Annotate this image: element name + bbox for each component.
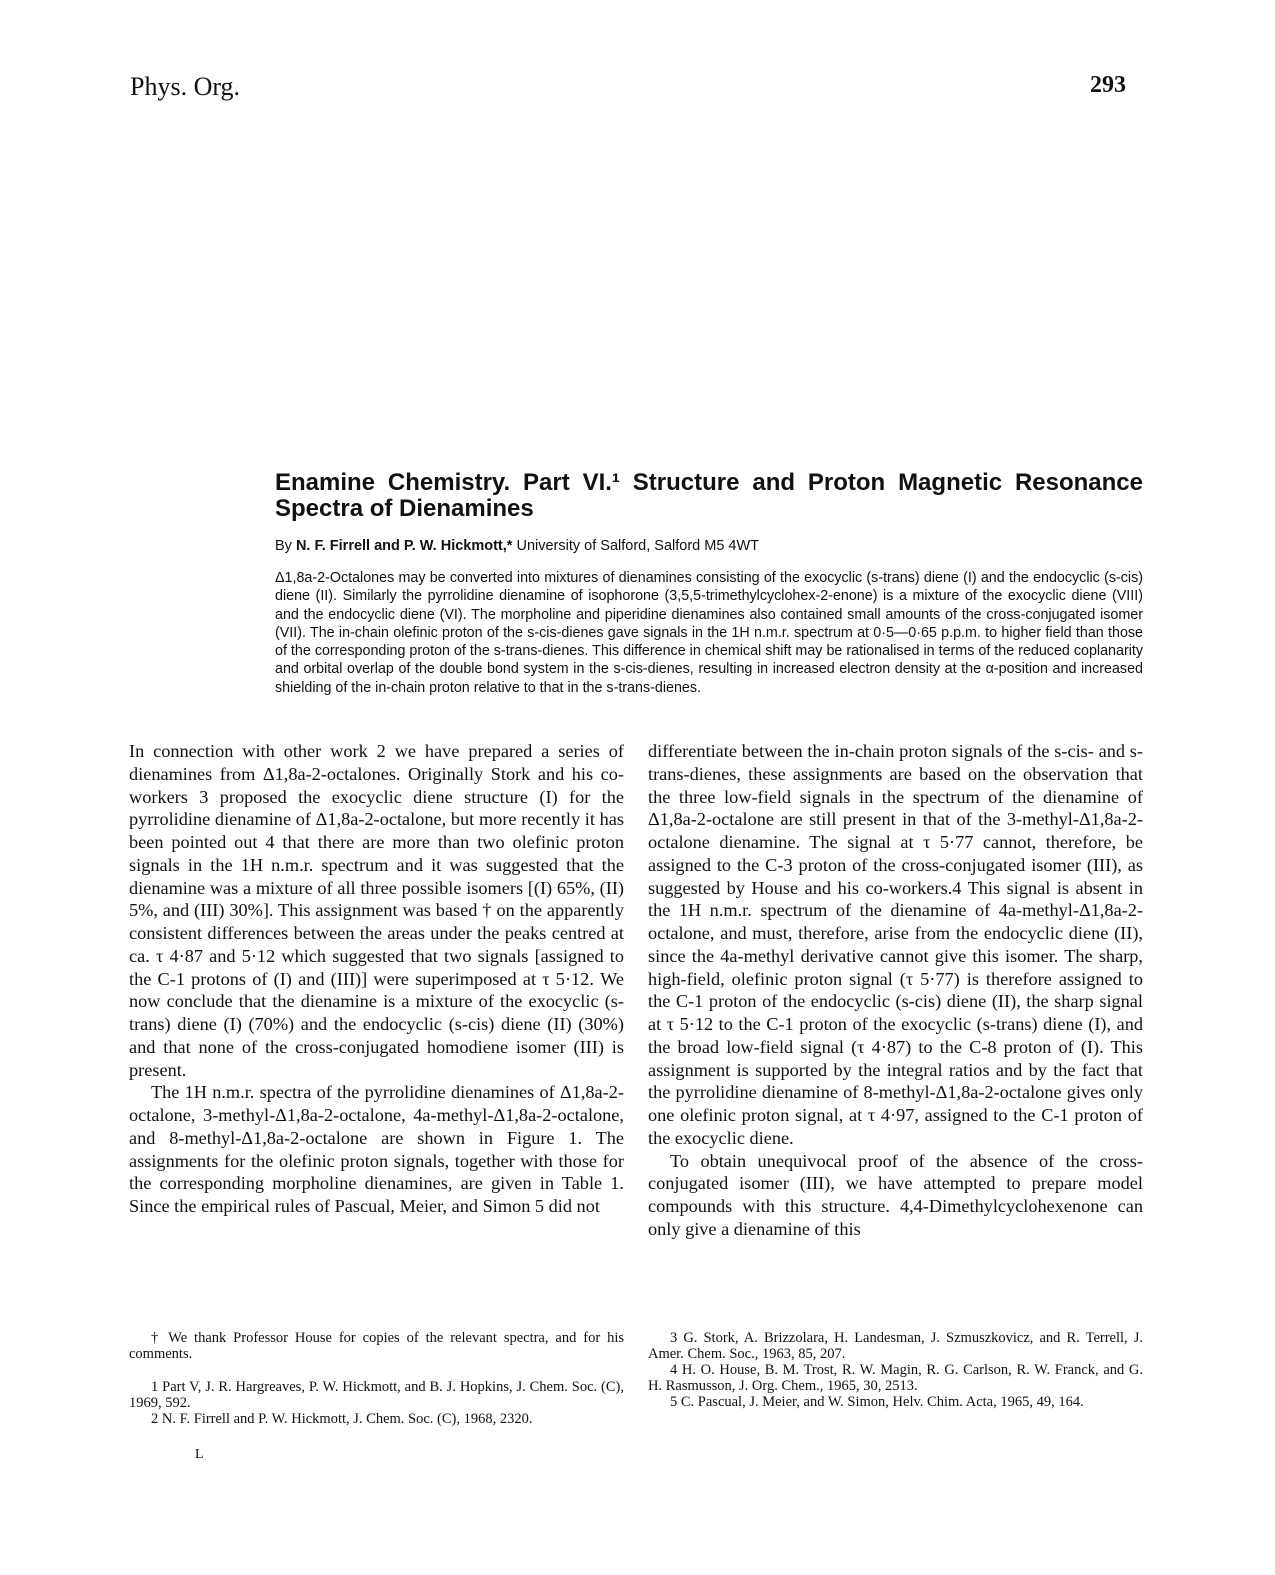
signature-mark: L [195,1447,204,1462]
byline [275,538,759,554]
body-column-right [648,740,1143,1241]
footnotes-right [648,1330,1143,1410]
footnote-5: 5 C. Pascual, J. Meier, and W. Simon, Helv. Chim. Acta, 1965, 49, 164. [670,1394,1084,1410]
footnote-dagger [129,1330,624,1362]
footnote-text: † We thank Professor House for copies of the relevant spectra, and for his comments. [129,1330,624,1362]
footnote-3: 3 G. Stork, A. Brizzolara, H. Landesman, J. Szmuszkovicz, and R. Terrell, J. Amer. Chem. Soc., 1963, 85, 207. [648,1330,1143,1362]
affiliation: University of Salford, Salford M5 4WT [516,538,760,554]
body-column-left [129,740,624,1218]
body-paragraph: differentiate between the in-chain proton signals of the s-cis- and s-trans-dienes, these assignments are based on the observation that the three low-field signals in the spectrum of the dienamine of Δ1,8a-2-octalone are still present in that of the 3-methyl-Δ1,8a-2-octalone dienamine. The signal at τ 5·77 cannot, therefore, be assigned to the C-3 proton of the cross-conjugated isomer (III), as suggested by House and his co-workers.4 This signal is absent in the 1H n.m.r. spectrum of the dienamine of 4a-methyl-Δ1,8a-2-octalone, and must, therefore, arise from the endocyclic diene (II), since the 4a-methyl derivative cannot give this isomer. The sharp, high-field, olefinic proton signal (τ 5·77) is therefore assigned to the C-1 proton of the endocyclic (s-cis) diene (II), the sharp signal at τ 5·12 to the C-1 proton of the exocyclic (s-trans) diene (I), and the broad low-field signal (τ 4·87) to the C-8 proton of (I). This assignment is supported by the integral ratios and by the fact that the pyrrolidine dienamine of 8-methyl-Δ1,8a-2-octalone gives only one olefinic proton signal, at τ 4·97, assigned to the C-1 proton of the exocyclic diene. [648,741,1143,1148]
abstract: Δ1,8a-2-Octalones may be converted into mixtures of dienamines consisting of the exocyclic (s-trans) diene (I) and the endocyclic (s-cis) diene (II). Similarly the pyrrolidine dienamine of isophorone (3,5,5-trimethylcyclohex-2-enone) is a mixture of the exocyclic diene (VIII) and the endocyclic diene (VI). The morpholine and piperidine dienamines also contained small amounts of the cross-conjugated isomer (VII). The in-chain olefinic proton of the s-cis-dienes gave signals in the 1H n.m.r. spectrum at 0·5—0·65 p.p.m. to higher field than those of the corresponding proton of the s-trans-dienes. This difference in chemical shift may be rationalised in terms of the reduced coplanarity and orbital overlap of the double bond system in the s-cis-dienes, resulting in increased electron density at the α-position and increased shielding of the in-chain proton relative to that in the s-trans-dienes. [275,570,1143,696]
footnote-4: 4 H. O. House, B. M. Trost, R. W. Magin, R. G. Carlson, R. W. Franck, and G. H. Rasmusson, J. Org. Chem., 1965, 30, 2513. [648,1362,1143,1394]
authors: N. F. Firrell and P. W. Hickmott,* [295,538,513,554]
article-title: Enamine Chemistry. Part VI.¹ Structure and Proton Magnetic Resonance Spectra of Dienamines [275,469,1143,522]
body-paragraph: The 1H n.m.r. spectra of the pyrrolidine dienamines of Δ1,8a-2-octalone, 3-methyl-Δ1,8a-2-octalone, 4a-methyl-Δ1,8a-2-octalone, and 8-methyl-Δ1,8a-2-octalone are shown in Figure 1. The assignments for the olefinic proton signals, together with those for the corresponding morpholine dienamines, are given in Table 1. Since the empirical rules of Pascual, Meier, and Simon 5 did not [129,1082,624,1216]
footnotes-left [129,1379,624,1427]
body-paragraph: To obtain unequivocal proof of the absence of the cross-conjugated isomer (III), we have attempted to prepare model compounds with this structure. 4,4-Dimethylcyclohexenone can only give a dienamine of this [648,1150,1143,1239]
body-paragraph: In connection with other work 2 we have prepared a series of dienamines from Δ1,8a-2-octalones. Originally Stork and his co-workers 3 proposed the exocyclic diene structure (I) for the pyrrolidine dienamine of Δ1,8a-2-octalone, but more recently it has been pointed out 4 that there are more than two olefinic proton signals in the 1H n.m.r. spectrum and it was suggested that the dienamine was a mixture of all three possible isomers [(I) 65%, (II) 5%, and (III) 30%]. This assignment was based † on the apparently consistent differences between the areas under the peaks centred at ca. τ 4·87 and 5·12 which suggested that two signals [assigned to the C-1 protons of (I) and (III)] were superimposed at τ 5·12. We now conclude that the dienamine is a mixture of the exocyclic (s-trans) diene (I) (70%) and the endocyclic (s-cis) diene (II) (30%) and that none of the cross-conjugated homodiene isomer (III) is present. [129,741,624,1080]
page-number: 293 [1090,72,1126,98]
byline-prefix: By [275,538,292,554]
running-header-journal: Phys. Org. [130,72,241,101]
footnote-1: 1 Part V, J. R. Hargreaves, P. W. Hickmott, and B. J. Hopkins, J. Chem. Soc. (C), 1969, 592. [129,1379,624,1411]
footnote-2: 2 N. F. Firrell and P. W. Hickmott, J. Chem. Soc. (C), 1968, 2320. [151,1411,533,1427]
